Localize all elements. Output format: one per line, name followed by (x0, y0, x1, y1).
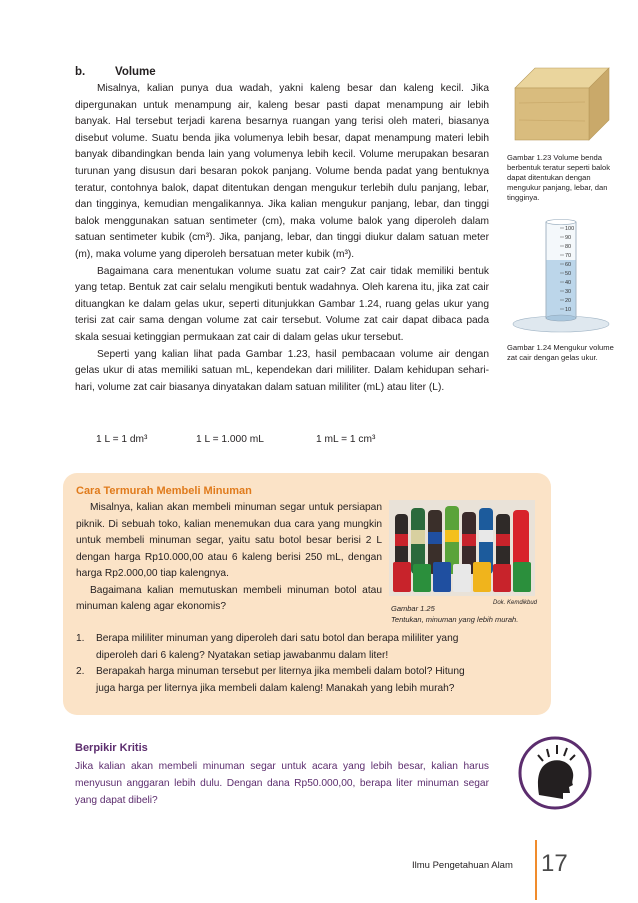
cylinder-scale-label: 50 (565, 271, 572, 277)
panel-text (76, 500, 382, 616)
figure-1-25-label: Gambar 1.25 (391, 604, 435, 613)
body-text (75, 81, 489, 396)
question-text: Berapakah harga minuman tersebut per liternya jika membeli dalam botol? Hitung juga harga per liternya jika membeli dalam kaleng! Manakah yang lebih murah? (96, 666, 465, 694)
unit-conversions (96, 434, 375, 445)
paragraph-3: Seperti yang kalian lihat pada Gambar 1.23, hasil pembacaan volume air dengan gelas ukur di atas memiliki satuan mL, kependekan dari mililiter. Dalam kehidupan sehari-hari, volume zat cair biasanya dinyatakan dalam satuan mililiter (mL) atau liter (L). (75, 348, 489, 393)
critical-thinking-text: Jika kalian akan membeli minuman segar untuk acara yang lebih besar, kalian harus menyusun anggaran lebih dulu. Dengan dana Rp50.000,00, berapa liter minuman segar yang dapat dibeli? (75, 761, 489, 806)
figure-1-24-caption: Gambar 1.24 Mengukur volume zat cair dengan gelas ukur. (507, 343, 614, 362)
cylinder-scale-label: 90 (565, 235, 572, 241)
cylinder-scale-label: 20 (565, 298, 572, 304)
critical-thinking-title: Berpikir Kritis (75, 742, 148, 754)
paragraph-1: Misalnya, kalian punya dua wadah, yakni kaleng besar dan kaleng kecil. Jika dipergunakan untuk menampung air, kaleng besar pasti dapat menampung air lebih banyak. Hal tersebut terjadi karena besarnya ruangan yang terisi oleh materi, biasanya disebut volume. Suatu benda jika volumenya lebih besar, dapat menampung materi lebih banyak dibandingkan benda lain yang volumenya lebih kecil. Volume merupakan besaran turunan yang disusun dari besaran pokok panjang. Volume benda padat yang bentuknya teratur, contohnya balok, dapat ditentukan dengan mengukur terlebih dulu panjang, lebar, dan tingginya, kemudian mengalikannya. Jika kalian mengukur panjang, lebar, dan tinggi balok menggunakan satuan sentimeter (cm), maka volume balok yang diperoleh dalam satuan sentimeter kubik (cm³). Jika, panjang, lebar, dan tinggi diukur dalam satuan meter (m), maka volume yang diperoleh bersatuan meter kubik (m³). (75, 83, 489, 260)
unit-conversion-1: 1 L = 1 dm³ (96, 434, 148, 445)
section-heading (75, 66, 156, 78)
question-list (76, 631, 486, 697)
cylinder-scale-label: 100 (565, 226, 575, 232)
section-letter: b. (75, 66, 86, 78)
page-number: 17 (541, 850, 568, 877)
photo-credit: Dok. Kemdikbud (493, 600, 538, 606)
panel-title: Cara Termurah Membeli Minuman (76, 485, 252, 497)
panel-paragraph-1: Misalnya, kalian akan membeli minuman segar untuk persiapan piknik. Di sebuah toko, kalian menemukan dua cara yang mungkin untuk membeli minuman segar, yaitu satu botol besar berisi 2 L dengan harga Rp10.000,00 atau 6 kaleng berisi 250 mL, dengan harga Rp2.000,00 tiap kalengnya. (76, 502, 382, 579)
panel-paragraph-2: Bagaimana kalian memutuskan membeli minuman botol atau minuman kaleng agar ekonomis? (76, 584, 382, 612)
figure-1-25-caption (391, 604, 518, 625)
cylinder-scale-label: 30 (565, 289, 572, 295)
cylinder-scale-label: 40 (565, 280, 572, 286)
question-number: 1. (76, 633, 85, 644)
unit-conversion-2: 1 L = 1.000 mL (196, 434, 264, 445)
cylinder-scale-label: 80 (565, 244, 572, 250)
footer-divider (535, 840, 537, 900)
paragraph-2: Bagaimana cara menentukan volume suatu zat cair? Zat cair tidak memiliki bentuk yang tetap. Bentuk zat cair selalu mengikuti bentuk wadahnya. Oleh karena itu, jika zat cair dituangkan ke dalam gelas ukur, seperti ditunjukkan Gambar 1.24, ruang gelas ukur yang terisi zat cair sama dengan volume zat cair tersebut. Volume zat cair dapat dibaca pada skala sesuai ketinggian permukaan zat cair di dalam gelas ukur tersebut. (75, 265, 489, 343)
figure-1-25-text: Tentukan, minuman yang lebih murah. (391, 614, 519, 624)
drinks-photo (389, 500, 535, 596)
unit-conversion-3: 1 mL = 1 cm³ (316, 434, 376, 445)
cylinder-scale-label: 10 (565, 307, 572, 313)
section-title: Volume (115, 66, 156, 78)
wooden-block-figure (507, 58, 617, 150)
question-item (76, 664, 486, 697)
cylinder-scale-label: 70 (565, 253, 572, 259)
question-item (76, 631, 486, 664)
cylinder-scale-label: 60 (565, 262, 572, 268)
question-number: 2. (76, 666, 85, 677)
measuring-cylinder-figure (510, 216, 612, 336)
question-text: Berapa mililiter minuman yang diperoleh dari satu botol dan berapa mililiter yang diperoleh dari 6 kaleng? Nyatakan setiap jawabanmu dalam liter! (96, 633, 459, 661)
figure-1-23-caption: Gambar 1.23 Volume benda berbentuk teratur seperti balok dapat ditentukan dengan mengukur panjang, lebar, dan tingginya. (507, 153, 610, 202)
footer-subject: Ilmu Pengetahuan Alam (412, 860, 513, 871)
thinking-head-icon (517, 735, 593, 811)
